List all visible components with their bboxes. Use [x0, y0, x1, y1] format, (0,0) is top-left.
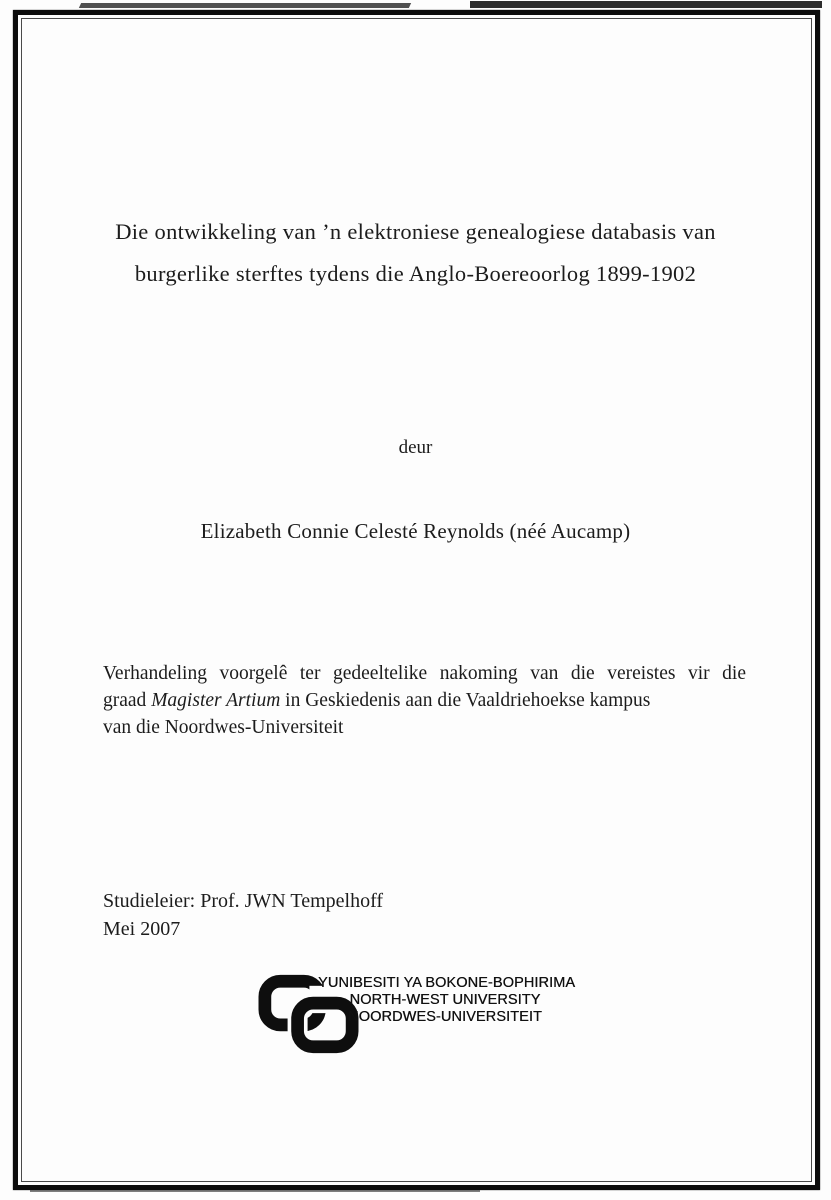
degree-statement	[103, 660, 746, 741]
statement-line-2-post: in Geskiedenis aan die Vaaldriehoekse kampus	[285, 690, 651, 711]
statement-line-2	[103, 687, 746, 714]
university-names	[318, 975, 576, 1026]
statement-line-1: Verhandeling voorgelê ter gedeeltelike nakoming van die vereistes vir die	[103, 663, 746, 684]
thesis-title	[60, 211, 771, 295]
scan-artifact-top-left	[79, 3, 411, 8]
nwu-logo-lockup	[256, 971, 586, 1061]
statement-line-3: van die Noordwes-Universiteit	[103, 717, 344, 738]
university-name-afrikaans: NOORDWES-UNIVERSITEIT	[348, 1009, 542, 1025]
title-line-1: Die ontwikkeling van ’n elektroniese genealogiese databasis van	[115, 219, 716, 244]
degree-name-italic: Magister Artium	[151, 690, 281, 711]
university-name-setswana: YUNIBESITI YA BOKONE-BOPHIRIMA	[318, 975, 576, 991]
author-name: Elizabeth Connie Celesté Reynolds (néé Aucamp)	[200, 519, 631, 543]
statement-line-2-pre: graad	[103, 690, 147, 711]
date-line: Mei 2007	[103, 918, 181, 940]
scan-artifact-top-right	[470, 1, 822, 8]
title-line-2: burgerlike sterftes tydens die Anglo-Boereoorlog 1899-1902	[134, 261, 697, 286]
university-name-english: NORTH-WEST UNIVERSITY	[349, 992, 541, 1008]
supervisor-line: Studieleier: Prof. JWN Tempelhoff	[103, 890, 384, 912]
byline-label: deur	[398, 437, 433, 458]
supervisor-and-date	[103, 887, 383, 943]
